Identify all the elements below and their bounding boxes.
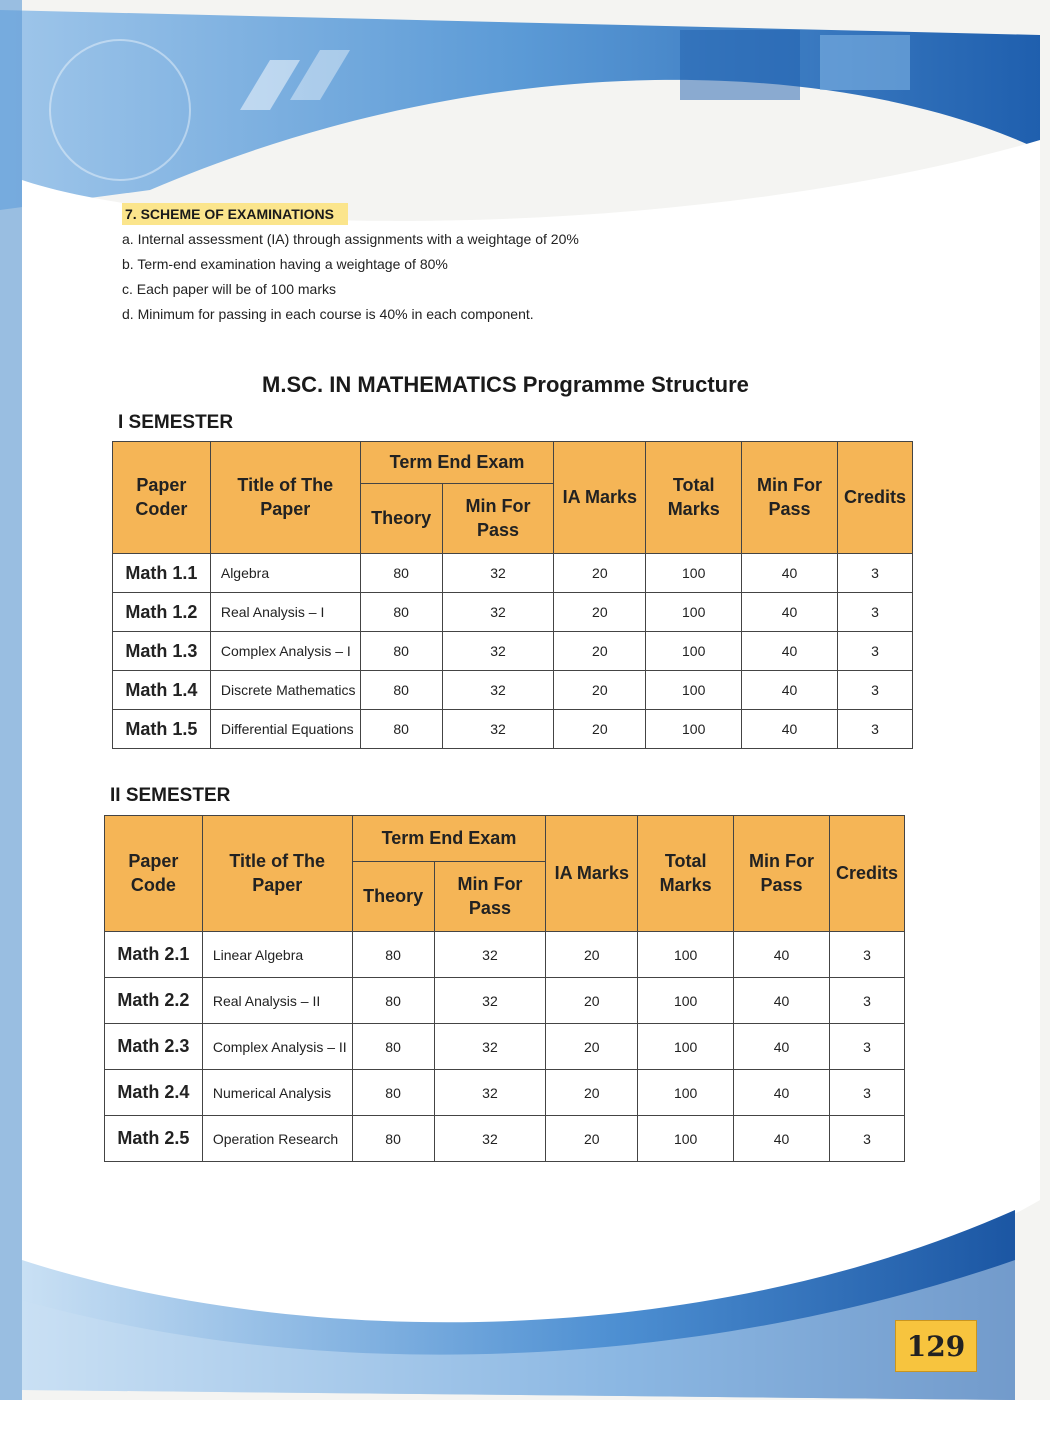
paper-title: Numerical Analysis (202, 1070, 352, 1116)
paper-code: Math 2.5 (105, 1116, 203, 1162)
header-theory: Theory (360, 484, 442, 554)
page-number: 129 (895, 1320, 977, 1372)
min-term-marks: 32 (442, 710, 554, 749)
scheme-item: d. Minimum for passing in each course is 40% in each component. (122, 306, 534, 322)
min-pass-marks: 40 (742, 710, 838, 749)
min-term-marks: 32 (434, 932, 546, 978)
header-ia: IA Marks (546, 816, 638, 932)
scheme-item: a. Internal assessment (IA) through assignments with a weightage of 20% (122, 231, 579, 247)
min-term-marks: 32 (442, 554, 554, 593)
header-theory: Theory (352, 862, 434, 932)
theory-marks: 80 (360, 632, 442, 671)
total-marks: 100 (638, 1024, 734, 1070)
credits: 3 (837, 554, 912, 593)
header-title: Title of The Paper (210, 442, 360, 554)
paper-title: Complex Analysis – II (202, 1024, 352, 1070)
header-ia: IA Marks (554, 442, 646, 554)
min-pass-marks: 40 (734, 1024, 830, 1070)
credits: 3 (829, 978, 904, 1024)
paper-title: Real Analysis – II (202, 978, 352, 1024)
header-term-end: Term End Exam (360, 442, 554, 484)
scheme-title: 7. SCHEME OF EXAMINATIONS (122, 203, 348, 225)
header-total: Total Marks (646, 442, 742, 554)
theory-marks: 80 (352, 1116, 434, 1162)
table-row (105, 978, 905, 1024)
paper-code: Math 1.1 (113, 554, 211, 593)
header-min-pass-term: Min For Pass (442, 484, 554, 554)
scheme-item: c. Each paper will be of 100 marks (122, 281, 336, 297)
paper-code: Math 2.4 (105, 1070, 203, 1116)
total-marks: 100 (638, 1070, 734, 1116)
ia-marks: 20 (546, 1070, 638, 1116)
paper-title: Linear Algebra (202, 932, 352, 978)
semester-2-label: II SEMESTER (110, 785, 231, 806)
min-term-marks: 32 (434, 1024, 546, 1070)
table-row (105, 932, 905, 978)
paper-title: Discrete Mathematics (210, 671, 360, 710)
header-paper-code: Paper Code (105, 816, 203, 932)
theory-marks: 80 (352, 1070, 434, 1116)
min-pass-marks: 40 (734, 1116, 830, 1162)
min-term-marks: 32 (434, 1070, 546, 1116)
credits: 3 (837, 710, 912, 749)
total-marks: 100 (646, 554, 742, 593)
semester-2-table (104, 815, 905, 1162)
paper-title: Differential Equations (210, 710, 360, 749)
paper-title: Real Analysis – I (210, 593, 360, 632)
ia-marks: 20 (546, 1116, 638, 1162)
theory-marks: 80 (360, 710, 442, 749)
theory-marks: 80 (352, 932, 434, 978)
min-pass-marks: 40 (742, 593, 838, 632)
credits: 3 (829, 1116, 904, 1162)
ia-marks: 20 (554, 554, 646, 593)
min-pass-marks: 40 (742, 671, 838, 710)
ia-marks: 20 (546, 932, 638, 978)
theory-marks: 80 (360, 593, 442, 632)
total-marks: 100 (638, 932, 734, 978)
min-pass-marks: 40 (734, 1070, 830, 1116)
header-min-pass: Min For Pass (742, 442, 838, 554)
paper-code: Math 2.2 (105, 978, 203, 1024)
table-row (113, 632, 913, 671)
theory-marks: 80 (352, 1024, 434, 1070)
min-term-marks: 32 (434, 1116, 546, 1162)
min-term-marks: 32 (442, 632, 554, 671)
header-total: Total Marks (638, 816, 734, 932)
credits: 3 (837, 632, 912, 671)
ia-marks: 20 (554, 710, 646, 749)
header-credits: Credits (837, 442, 912, 554)
min-term-marks: 32 (442, 671, 554, 710)
min-pass-marks: 40 (734, 932, 830, 978)
semester-1-table (112, 441, 913, 749)
credits: 3 (837, 671, 912, 710)
total-marks: 100 (646, 632, 742, 671)
credits: 3 (829, 1024, 904, 1070)
scheme-of-examinations (122, 203, 762, 331)
table-row (105, 1070, 905, 1116)
table-row (113, 554, 913, 593)
table-row (113, 593, 913, 632)
header-min-pass-term: Min For Pass (434, 862, 546, 932)
header-title: Title of The Paper (202, 816, 352, 932)
table-row (105, 1116, 905, 1162)
ia-marks: 20 (554, 671, 646, 710)
theory-marks: 80 (360, 554, 442, 593)
total-marks: 100 (646, 671, 742, 710)
table-row (105, 1024, 905, 1070)
paper-code: Math 2.3 (105, 1024, 203, 1070)
paper-code: Math 1.4 (113, 671, 211, 710)
header-paper-code: Paper Coder (113, 442, 211, 554)
paper-code: Math 2.1 (105, 932, 203, 978)
total-marks: 100 (638, 1116, 734, 1162)
paper-code: Math 1.3 (113, 632, 211, 671)
min-term-marks: 32 (442, 593, 554, 632)
table-row (113, 710, 913, 749)
paper-title: Complex Analysis – I (210, 632, 360, 671)
theory-marks: 80 (352, 978, 434, 1024)
theory-marks: 80 (360, 671, 442, 710)
min-pass-marks: 40 (734, 978, 830, 1024)
total-marks: 100 (646, 710, 742, 749)
semester-1-label: I SEMESTER (118, 412, 234, 433)
paper-title: Operation Research (202, 1116, 352, 1162)
table-row (113, 671, 913, 710)
paper-code: Math 1.5 (113, 710, 211, 749)
header-credits: Credits (829, 816, 904, 932)
ia-marks: 20 (546, 978, 638, 1024)
paper-code: Math 1.2 (113, 593, 211, 632)
header-min-pass: Min For Pass (734, 816, 830, 932)
total-marks: 100 (646, 593, 742, 632)
credits: 3 (837, 593, 912, 632)
header-term-end: Term End Exam (352, 816, 546, 862)
credits: 3 (829, 932, 904, 978)
programme-title: M.SC. IN MATHEMATICS Programme Structure (262, 372, 749, 397)
ia-marks: 20 (554, 593, 646, 632)
min-term-marks: 32 (434, 978, 546, 1024)
min-pass-marks: 40 (742, 554, 838, 593)
ia-marks: 20 (554, 632, 646, 671)
paper-title: Algebra (210, 554, 360, 593)
total-marks: 100 (638, 978, 734, 1024)
credits: 3 (829, 1070, 904, 1116)
ia-marks: 20 (546, 1024, 638, 1070)
scheme-list (122, 231, 762, 322)
min-pass-marks: 40 (742, 632, 838, 671)
scheme-item: b. Term-end examination having a weightage of 80% (122, 256, 448, 272)
